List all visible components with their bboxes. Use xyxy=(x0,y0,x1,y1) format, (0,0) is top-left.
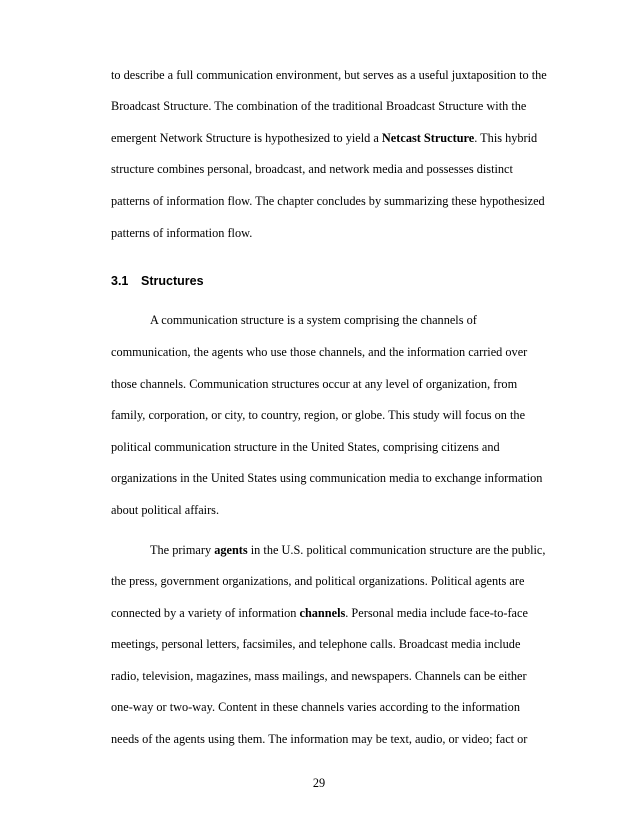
section-heading xyxy=(111,273,204,289)
text-span: . This hybrid xyxy=(474,131,538,145)
body-text-line xyxy=(111,605,528,621)
text-span: emergent Network Structure is hypothesized to yield a xyxy=(111,131,382,145)
bold-term-agents: agents xyxy=(214,543,248,557)
body-text-line: patterns of information flow. xyxy=(111,226,253,240)
text-span: in the U.S. political communication structure are the public, xyxy=(247,543,546,557)
body-text-line: the press, government organizations, and political organizations. Political agents are xyxy=(111,574,525,588)
body-text-line: needs of the agents using them. The information may be text, audio, or video; fact or xyxy=(111,732,528,746)
body-text-line: Broadcast Structure. The combination of the traditional Broadcast Structure with the xyxy=(111,99,527,113)
body-text-line: one-way or two-way. Content in these channels varies according to the information xyxy=(111,700,520,714)
body-text-line: political communication structure in the United States, comprising citizens and xyxy=(111,440,500,454)
body-text-line: those channels. Communication structures occur at any level of organization, from xyxy=(111,377,518,391)
body-text-line: patterns of information flow. The chapter concludes by summarizing these hypothesized xyxy=(111,194,545,208)
bold-term-netcast-structure: Netcast Structure xyxy=(381,131,475,145)
page-number: 29 xyxy=(312,776,326,790)
section-number: 3.1 xyxy=(111,274,129,288)
body-text-line: to describe a full communication environment, but serves as a useful juxtaposition to the xyxy=(111,68,547,82)
body-text-line xyxy=(150,542,545,558)
body-text-line: organizations in the United States using communication media to exchange information xyxy=(111,471,543,485)
body-text-line: A communication structure is a system comprising the channels of xyxy=(150,313,477,327)
bold-term-channels: channels xyxy=(299,606,346,620)
body-text-line: family, corporation, or city, to country, region, or globe. This study will focus on the xyxy=(111,408,526,422)
text-span: connected by a variety of information xyxy=(111,606,300,620)
text-span: . Personal media include face-to-face xyxy=(345,606,528,620)
body-text-line: radio, television, magazines, mass mailings, and newspapers. Channels can be either xyxy=(111,669,527,683)
body-text-line: meetings, personal letters, facsimiles, and telephone calls. Broadcast media include xyxy=(111,637,521,651)
body-text-line xyxy=(111,130,537,146)
body-text-line: structure combines personal, broadcast, and network media and possesses distinct xyxy=(111,162,513,176)
section-title: Structures xyxy=(141,274,204,288)
body-text-line: about political affairs. xyxy=(111,503,220,517)
body-text-line: communication, the agents who use those channels, and the information carried over xyxy=(111,345,528,359)
text-span: The primary xyxy=(150,543,215,557)
